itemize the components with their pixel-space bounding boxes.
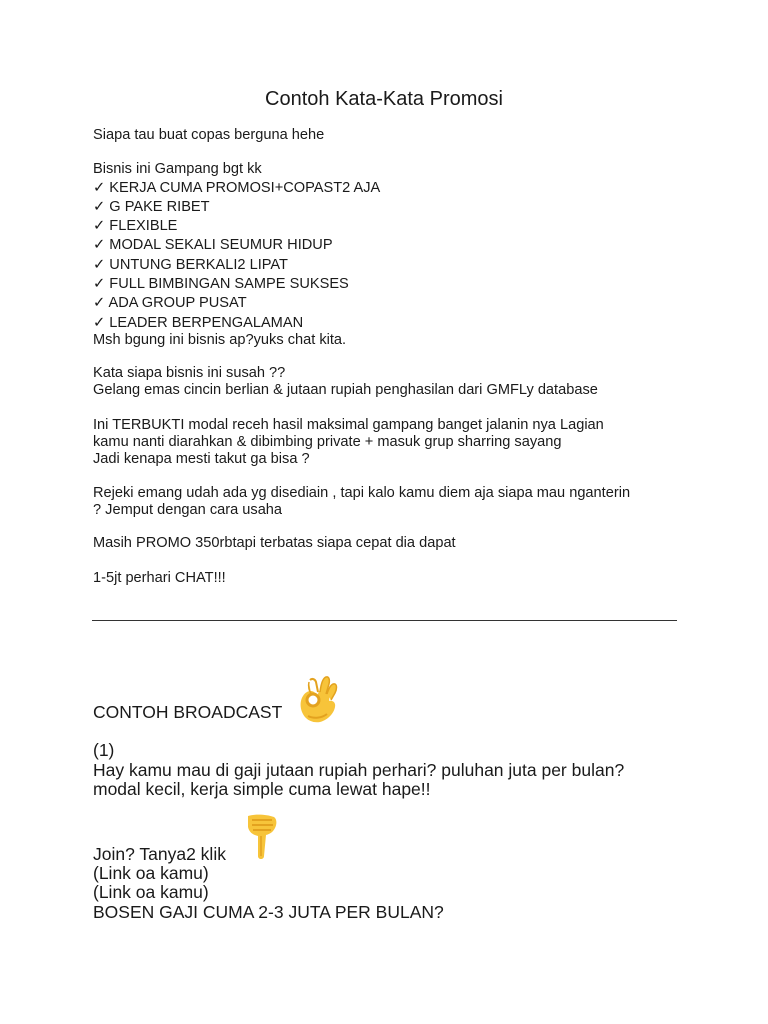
- checklist-item: ✓ LEADER BERPENGALAMAN: [93, 315, 304, 331]
- paragraph-line: Masih PROMO 350rbtapi terbatas siapa cepat dia dapat: [93, 535, 456, 551]
- ok-hand-icon: [296, 672, 340, 724]
- pointing-down-icon: [244, 812, 280, 862]
- lead-text: Bisnis ini Gampang bgt kk: [93, 161, 262, 177]
- checklist-item: ✓ UNTUNG BERKALI2 LIPAT: [93, 257, 288, 273]
- broadcast-number: (1): [93, 740, 115, 760]
- paragraph-line: kamu nanti diarahkan & dibimbing private + masuk grup sharring sayang: [93, 434, 562, 450]
- checklist-item: ✓ ADA GROUP PUSAT: [93, 295, 247, 311]
- broadcast-last-line: BOSEN GAJI CUMA 2-3 JUTA PER BULAN?: [93, 902, 444, 922]
- paragraph-line: Gelang emas cincin berlian & jutaan rupiah penghasilan dari GMFLy database: [93, 382, 598, 398]
- paragraph-line: Ini TERBUKTI modal receh hasil maksimal gampang banget jalanin nya Lagian: [93, 417, 604, 433]
- paragraph-line: ? Jemput dengan cara usaha: [93, 502, 283, 518]
- paragraph-line: 1-5jt perhari CHAT!!!: [93, 570, 226, 586]
- broadcast-line: Hay kamu mau di gaji jutaan rupiah perhari? puluhan juta per bulan?: [93, 760, 625, 780]
- paragraph-line: Jadi kenapa mesti takut ga bisa ?: [93, 451, 310, 467]
- link-placeholder: (Link oa kamu): [93, 863, 209, 883]
- join-text: Join? Tanya2 klik: [93, 844, 226, 864]
- after-list-text: Msh bgung ini bisnis ap?yuks chat kita.: [93, 332, 347, 348]
- checklist-item: ✓ G PAKE RIBET: [93, 199, 210, 215]
- checklist-item: ✓ FLEXIBLE: [93, 218, 178, 234]
- broadcast-heading: CONTOH BROADCAST: [93, 702, 283, 722]
- paragraph-line: Rejeki emang udah ada yg disediain , tapi kalo kamu diem aja siapa mau nganterin: [93, 485, 631, 501]
- horizontal-divider: [92, 620, 677, 621]
- broadcast-line: modal kecil, kerja simple cuma lewat hape!!: [93, 779, 431, 799]
- link-placeholder: (Link oa kamu): [93, 882, 209, 902]
- checklist-item: ✓ MODAL SEKALI SEUMUR HIDUP: [93, 237, 333, 253]
- intro-text: Siapa tau buat copas berguna hehe: [93, 127, 325, 143]
- paragraph-line: Kata siapa bisnis ini susah ??: [93, 365, 286, 381]
- checklist-item: ✓ FULL BIMBINGAN SAMPE SUKSES: [93, 276, 349, 292]
- checklist-item: ✓ KERJA CUMA PROMOSI+COPAST2 AJA: [93, 180, 381, 196]
- page-title: Contoh Kata-Kata Promosi: [265, 88, 503, 110]
